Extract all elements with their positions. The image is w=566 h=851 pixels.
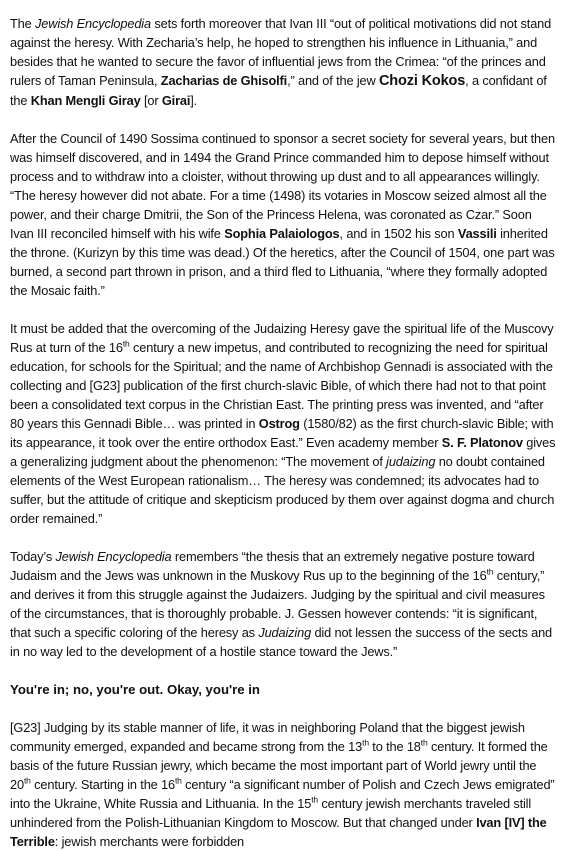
superscript: th <box>420 737 428 748</box>
text-run: century. Starting in the 16 <box>30 777 175 792</box>
superscript: th <box>362 737 369 748</box>
text-run: century “a significant number of Polish and Czech Jews emigrated” into the Ukraine, White Russia and Lithuania. In the 15 <box>10 777 555 811</box>
paragraph-1 <box>10 14 556 110</box>
text-run: no doubt contained elements of the West European rationalism… The heresy was condemned; its advocates had to suffer, but the attitude of critique and skepticism produced by them over against dogma and church order remained.” <box>10 454 555 526</box>
superscript: th <box>311 794 318 805</box>
bold-name: Ostrog <box>258 416 300 431</box>
emphasis-term: Judaizing <box>258 625 312 640</box>
text-run: century jewish merchants traveled still unhindered from the Polish-Lithuanian Kingdom to Moscow. But that changed under <box>10 796 532 830</box>
superscript: th <box>23 775 31 786</box>
text-run: ]. <box>190 93 198 108</box>
bold-name: Ivan [IV] the Terrible <box>10 815 547 849</box>
text-run: : jewish merchants were forbidden <box>54 834 245 849</box>
text-run: century,” and derives it from this struggle against the Judaizers. Judging by the spiritual and civil measures of the circumstances, that is thoroughly probable. J. Gessen however contends: “it is significant, that such a specific coloring of the heresy as <box>10 568 545 640</box>
text-run: (1580/82) as the first church-slavic Bible; with its appearance, it took over the entire orthodox East.” Even academy member <box>10 416 554 450</box>
text-run: [or <box>140 93 162 108</box>
superscript: th <box>122 338 130 349</box>
text-run: to the 18 <box>368 739 421 754</box>
text-run: , a confidant of the <box>10 73 547 108</box>
text-run: gives a generalizing judgment about the phenomenon: “The movement of <box>10 435 556 469</box>
superscript: th <box>486 566 494 577</box>
text-run: , and in 1502 his son <box>339 226 458 241</box>
paragraph-5 <box>10 718 556 851</box>
bold-name: Girai <box>161 93 191 108</box>
superscript: th <box>174 775 182 786</box>
paragraph-3 <box>10 319 556 528</box>
text-run: Today’s <box>10 549 56 564</box>
text-run: The <box>10 16 36 31</box>
paragraph-2 <box>10 129 556 300</box>
text-run: remembers “the thesis that an extremely negative posture toward Judaism and the Jews was unknown in the Muskovy Rus up to the beginning of the 16 <box>10 549 535 583</box>
text-run: inherited the throne. (Kurizyn by this time was dead.) Of the heretics, after the Council of 1504, one part was burned, a second part thrown in prison, and a third fled to Lithuania, “where they formally adopted the Mosaic faith.” <box>10 226 555 298</box>
paragraph-4 <box>10 547 556 661</box>
text-run: did not lessen the success of the sects and in no way led to the development of a hostile stance toward the Jews.” <box>10 625 552 659</box>
emphasis-title: Jewish Encyclopedia <box>55 549 172 564</box>
bold-name: Khan Mengli Giray <box>30 93 141 108</box>
bold-name: Zacharias de Ghisolfi <box>160 73 288 88</box>
text-run: sets forth moreover that Ivan III “out of political motivations did not stand against the heresy. With Zecharia’s help, he hoped to strengthen his influence in Lithuania,” and besides that he wanted to secure the favor of influential jews from the Crimea: “of the princes and rulers of Taman Peninsula, <box>10 16 552 88</box>
section-heading: You're in; no, you're out. Okay, you're in <box>10 682 260 697</box>
text-run: century a new impetus, and contributed to recognizing the need for spiritual education, for schools for the Spiritual; and the name of Archbishop Gennadi is associated with the collecting and [G23] publication of the first church-slavic Bible, of which there had not to that point been a consolidated text corpus in the Christian East. The printing press was invented, and “after 80 years this Gennadi Bible… was printed in <box>10 340 553 431</box>
emphasis-title: Jewish Encyclopedia <box>35 16 151 31</box>
bold-name: S. F. Platonov <box>441 435 523 450</box>
text-run: It must be added that the overcoming of the Judaizing Heresy gave the spiritual life of the Muscovy Rus at turn of the 16 <box>10 321 554 355</box>
emphasis-term: judaizing <box>386 454 436 469</box>
bold-name: Vassili <box>457 226 497 241</box>
text-run: ,” and of the jew <box>287 73 379 88</box>
text-run: After the Council of 1490 Sossima continued to sponsor a secret society for several years, but then was himself discovered, and in 1494 the Grand Prince commanded him to depose himself without process and to withdraw into a cloister, without throwing up dust and to all appearances willingly. “The heresy however did not abate. For a time (1498) its votaries in Moscow seized almost all the power, and their charge Dmitrii, the Son of the Princess Helena, was coronated as Czar.” Soon Ivan III reconciled himself with his wife <box>10 131 555 241</box>
bold-name: Sophia Palaiologos <box>224 226 340 241</box>
text-run: [G23] Judging by its stable manner of life, it was in neighboring Poland that the biggest jewish community emerged, expanded and became strong from the 13 <box>10 720 525 754</box>
bold-name: Chozi Kokos <box>378 73 466 89</box>
text-run: century. It formed the basis of the future Russian jewry, which became the most important part of World jewry until the 20 <box>10 739 548 792</box>
